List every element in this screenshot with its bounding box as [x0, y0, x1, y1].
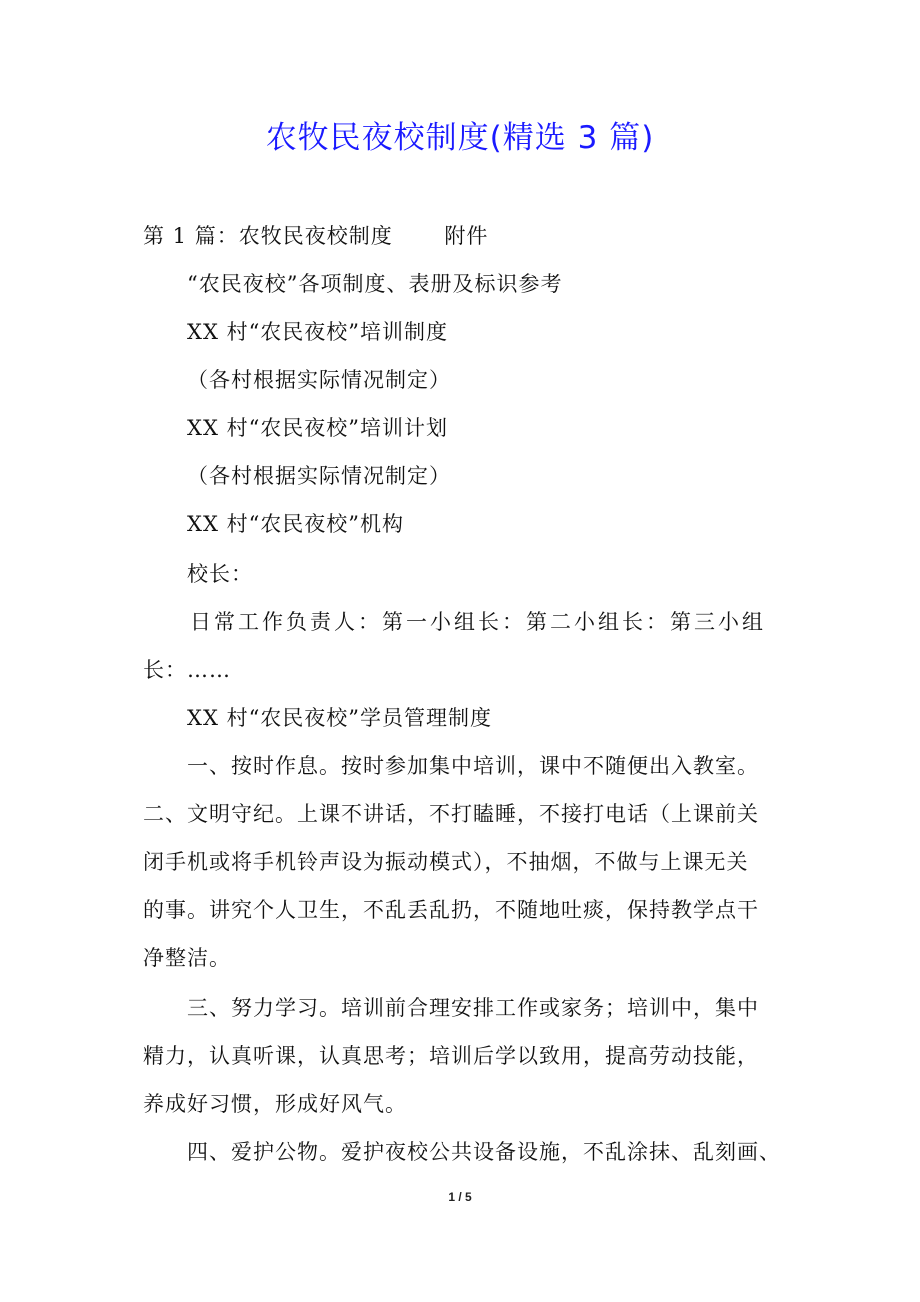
line-9: 日常工作负责人：第一小组长：第二小组长：第三小组	[190, 610, 766, 634]
line-4: （各村根据实际情况制定）	[187, 368, 451, 392]
line-17: 三、努力学习。培训前合理安排工作或家务；培训中，集中	[187, 996, 759, 1020]
document-title: 农牧民夜校制度(精选 3 篇)	[265, 120, 655, 156]
line-11: XX 村“农民夜校”学员管理制度	[187, 706, 493, 730]
line-14: 闭手机或将手机铃声设为振动模式），不抽烟，不做与上课无关	[143, 850, 749, 874]
line-12: 一、按时作息。按时参加集中培训，课中不随便出入教室。	[187, 754, 759, 778]
line-18: 精力，认真听课，认真思考；培训后学以致用，提高劳动技能，	[143, 1044, 759, 1068]
line-16: 净整洁。	[143, 946, 231, 970]
page-number: 1 / 5	[448, 1190, 472, 1204]
line-13: 二、文明守纪。上课不讲话，不打瞌睡，不接打电话（上课前关	[143, 802, 759, 826]
line-2: “农民夜校”各项制度、表册及标识参考	[187, 272, 563, 296]
line-10: 长：……	[143, 658, 231, 682]
line-6: （各村根据实际情况制定）	[187, 464, 451, 488]
line-20: 四、爱护公物。爱护夜校公共设备设施，不乱涂抹、乱刻画、	[187, 1140, 781, 1164]
line-5: XX 村“农民夜校”培训计划	[187, 416, 449, 440]
line-3: XX 村“农民夜校”培训制度	[187, 320, 449, 344]
line-8: 校长：	[187, 562, 253, 586]
line-1: 第 1 篇：农牧民夜校制度 附件	[143, 224, 489, 248]
line-15: 的事。讲究个人卫生，不乱丢乱扔，不随地吐痰，保持教学点干	[143, 898, 759, 922]
line-19: 养成好习惯，形成好风气。	[143, 1092, 407, 1116]
line-7: XX 村“农民夜校”机构	[187, 512, 405, 536]
